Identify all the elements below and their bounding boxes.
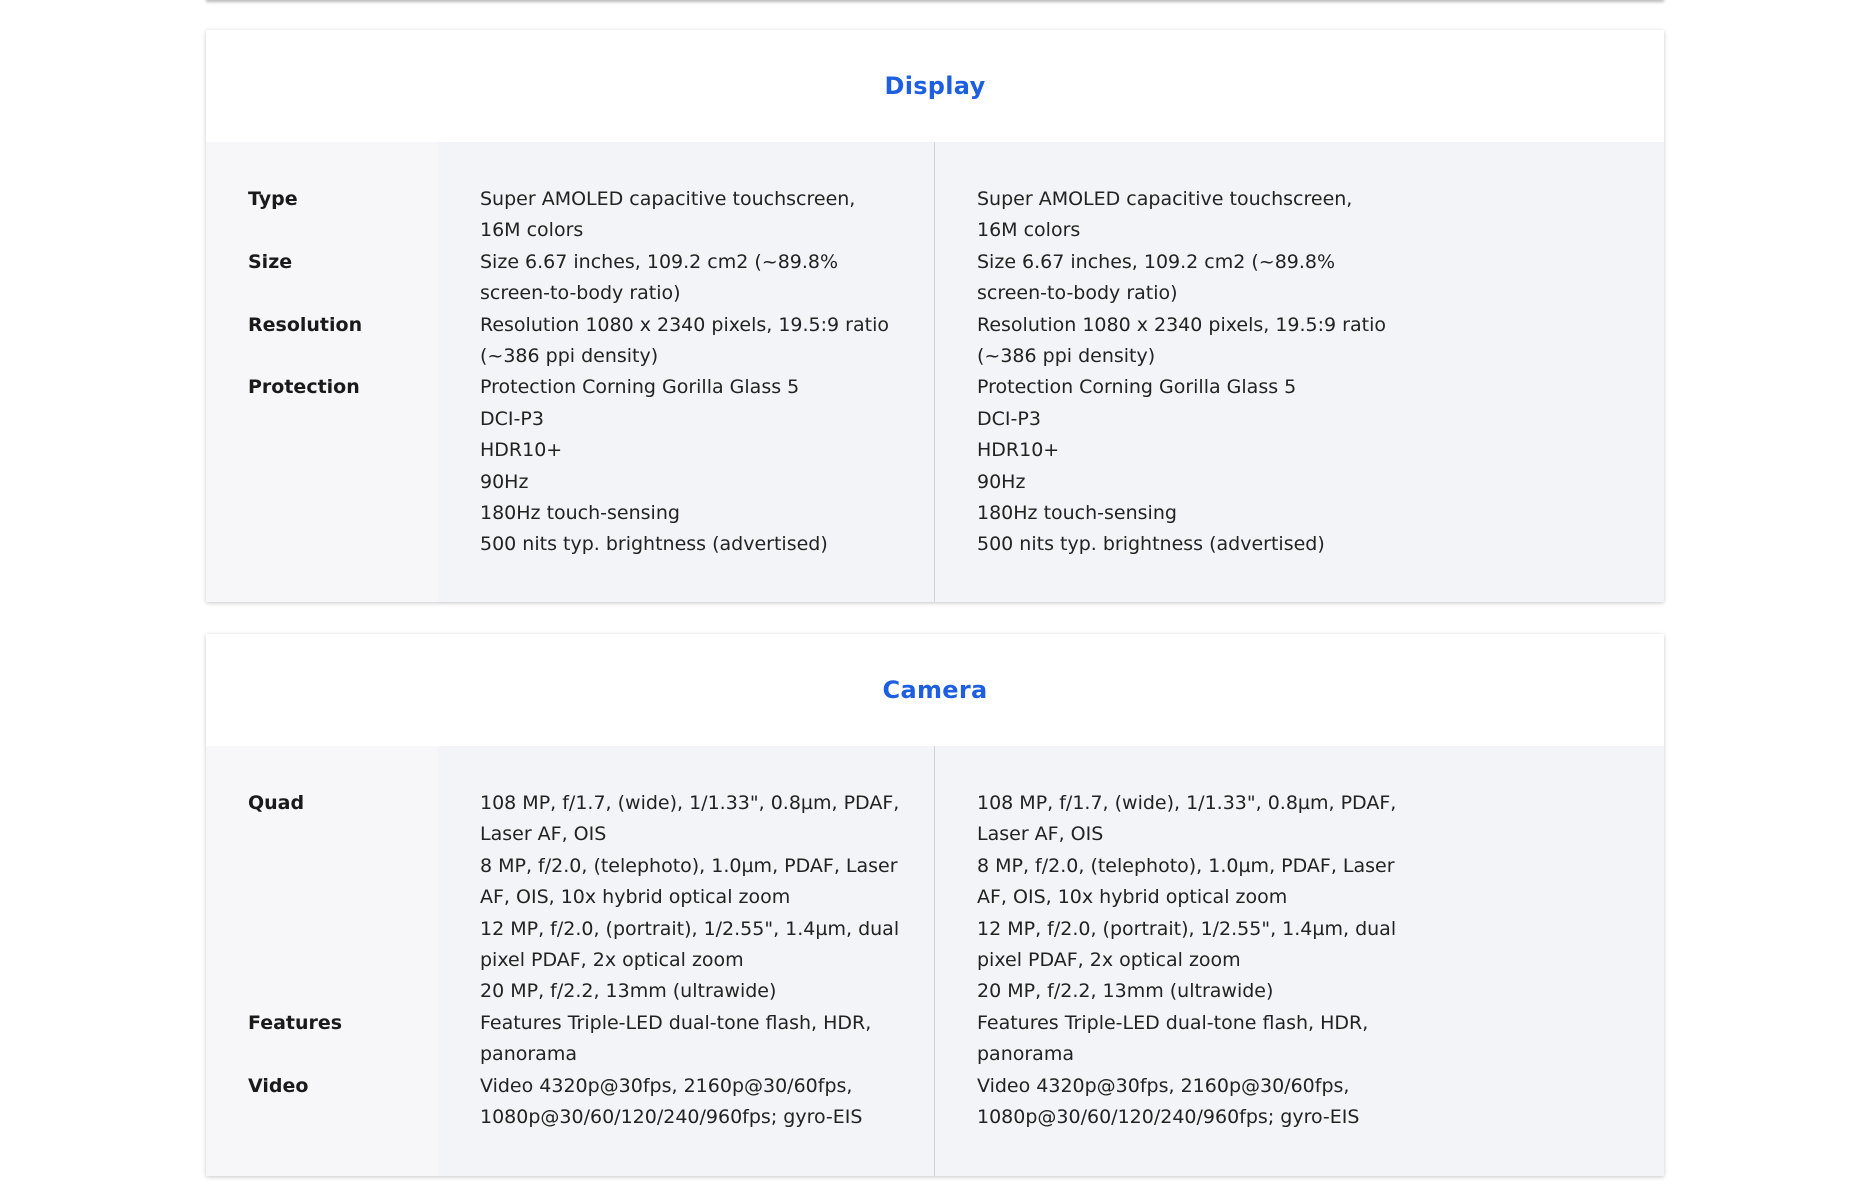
spec-value-line: Protection Corning Gorilla Glass 5 (480, 376, 800, 399)
camera-card-header (206, 634, 1664, 746)
spec-value-line: 108 MP, f/1.7, (wide), 1/1.33", 0.8µm, PDAF, (480, 792, 900, 814)
spec-value-line: AF, OIS, 10x hybrid optical zoom (977, 886, 1288, 909)
spec-value-line: Resolution 1080 x 2340 pixels, 19.5:9 ratio (977, 313, 1386, 336)
spec-value-line: Super AMOLED capacitive touchscreen, (977, 188, 1353, 210)
spec-value-line: Laser AF, OIS (480, 823, 607, 846)
spec-value-line: 12 MP, f/2.0, (portrait), 1/2.55", 1.4µm, dual (977, 917, 1397, 940)
spec-value-line: screen-to-body ratio) (977, 282, 1178, 305)
spec-value-line: 8 MP, f/2.0, (telephoto), 1.0µm, PDAF, Laser (480, 854, 898, 877)
spec-value-line: 1080p@30/60/120/240/960fps; gyro-EIS (977, 1106, 1360, 1129)
spec-value-line: Video 4320p@30fps, 2160p@30/60fps, (977, 1074, 1350, 1097)
spec-value-line: screen-to-body ratio) (480, 282, 681, 305)
spec-value-line: DCI-P3 (977, 407, 1041, 430)
display-phone-1-column (438, 142, 935, 602)
spec-value-line: panorama (977, 1043, 1074, 1066)
display-phone-2-column (935, 142, 1432, 602)
spec-value-line: DCI-P3 (480, 407, 544, 430)
camera-empty-column (1432, 746, 1664, 1176)
spec-value-line: Size 6.67 inches, 109.2 cm2 (~89.8% (480, 250, 839, 273)
spec-value-line: 500 nits typ. brightness (advertised) (480, 533, 828, 556)
spec-value-line: 90Hz (977, 470, 1026, 493)
spec-value-line: panorama (480, 1043, 577, 1066)
spec-value-line: AF, OIS, 10x hybrid optical zoom (480, 886, 791, 909)
spec-label: Features (248, 1011, 343, 1034)
spec-value-line: (~386 ppi density) (977, 345, 1156, 368)
camera-section-title: Camera (882, 676, 988, 704)
spec-value-line: 180Hz touch-sensing (480, 502, 680, 525)
spec-value-line: 1080p@30/60/120/240/960fps; gyro-EIS (480, 1106, 863, 1129)
spec-value-line: 20 MP, f/2.2, 13mm (ultrawide) (480, 980, 777, 1003)
display-card-header (206, 30, 1664, 142)
camera-phone-1-column (438, 746, 935, 1176)
spec-value-line: Size 6.67 inches, 109.2 cm2 (~89.8% (977, 250, 1336, 273)
spec-label: Quad (248, 792, 305, 814)
spec-value-line: HDR10+ (480, 439, 563, 462)
spec-value-line: Features Triple-LED dual-tone flash, HDR, (977, 1011, 1369, 1034)
spec-value-line: (~386 ppi density) (480, 345, 659, 368)
display-label-column (206, 142, 438, 602)
camera-spec-card (206, 634, 1664, 1176)
spec-value-line: 12 MP, f/2.0, (portrait), 1/2.55", 1.4µm, dual (480, 917, 900, 940)
spec-label: Video (248, 1074, 309, 1097)
display-empty-column (1432, 142, 1664, 602)
spec-value-line: 8 MP, f/2.0, (telephoto), 1.0µm, PDAF, Laser (977, 854, 1395, 877)
spec-value-line: Video 4320p@30fps, 2160p@30/60fps, (480, 1074, 853, 1097)
spec-value-line: Super AMOLED capacitive touchscreen, (480, 188, 856, 210)
spec-value-line: 108 MP, f/1.7, (wide), 1/1.33", 0.8µm, PDAF, (977, 792, 1397, 814)
camera-label-column (206, 746, 438, 1176)
spec-value-line: Laser AF, OIS (977, 823, 1104, 846)
display-spec-table (206, 142, 1664, 602)
spec-value-line: Protection Corning Gorilla Glass 5 (977, 376, 1297, 399)
spec-value-line: Features Triple-LED dual-tone flash, HDR, (480, 1011, 872, 1034)
spec-value-line: 90Hz (480, 470, 529, 493)
spec-value-line: pixel PDAF, 2x optical zoom (977, 949, 1241, 972)
spec-value-line: Resolution 1080 x 2340 pixels, 19.5:9 ratio (480, 313, 889, 336)
spec-value-line: 20 MP, f/2.2, 13mm (ultrawide) (977, 980, 1274, 1003)
spec-value-line: HDR10+ (977, 439, 1060, 462)
display-section-title: Display (884, 72, 986, 100)
spec-value-line: 500 nits typ. brightness (advertised) (977, 533, 1325, 556)
spec-value-line: pixel PDAF, 2x optical zoom (480, 949, 744, 972)
spec-label: Resolution (248, 313, 363, 336)
spec-label: Size (248, 250, 293, 273)
camera-phone-2-column (935, 746, 1432, 1176)
camera-spec-table (206, 746, 1664, 1176)
spec-value-line: 16M colors (480, 219, 584, 242)
display-spec-card (206, 30, 1664, 602)
spec-label: Protection (248, 376, 360, 399)
spec-value-line: 180Hz touch-sensing (977, 502, 1177, 525)
spec-label: Type (248, 188, 298, 210)
spec-value-line: 16M colors (977, 219, 1081, 242)
